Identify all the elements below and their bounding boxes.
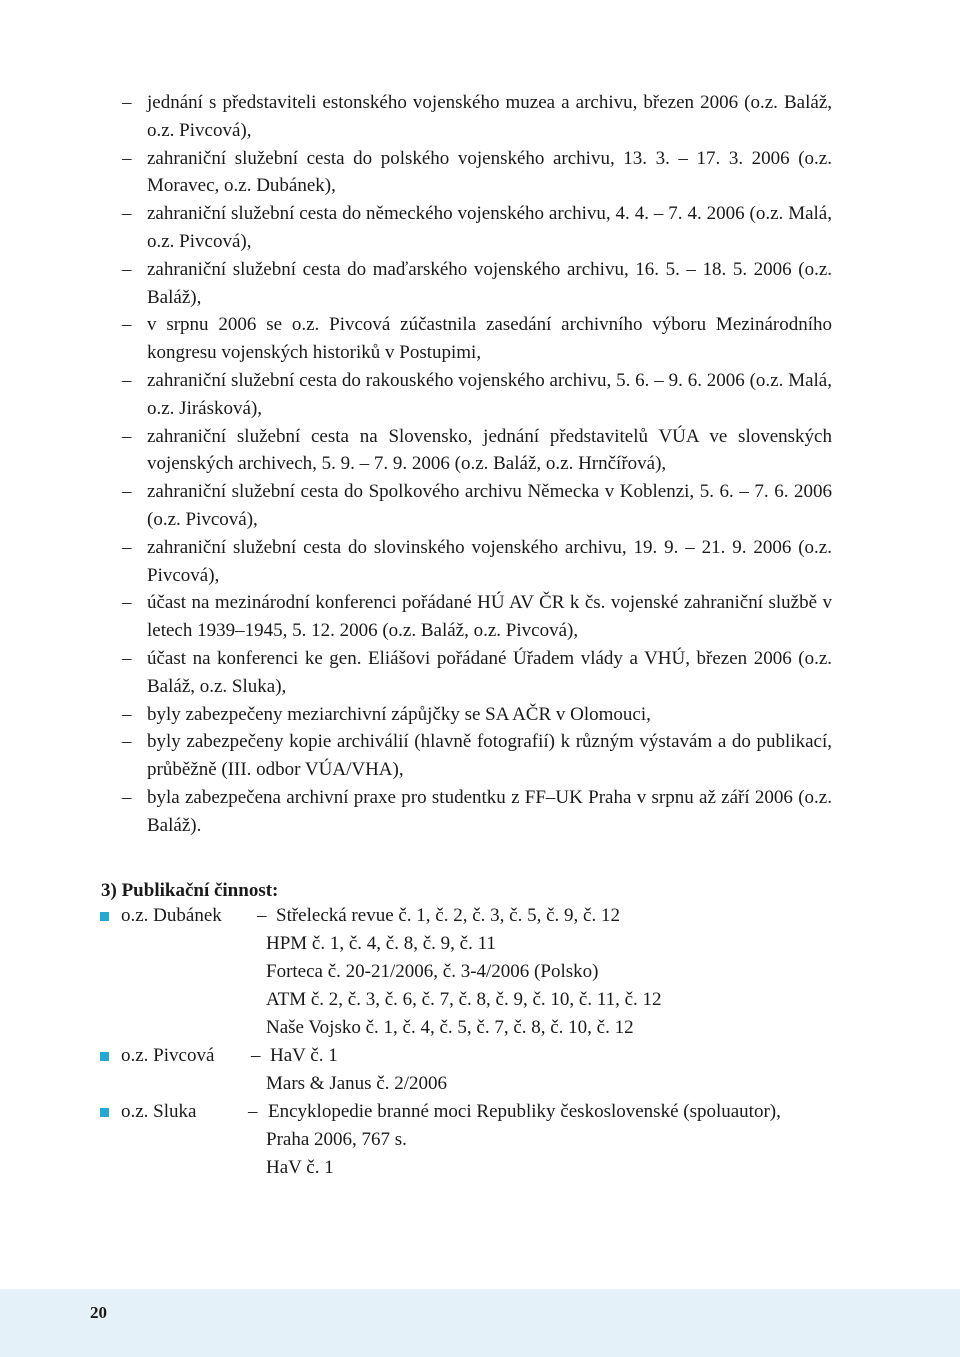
list-dash: – [122,592,132,614]
author-name: o.z. Sluka [121,1101,197,1122]
list-dash: – [122,314,132,336]
list-item [122,145,832,201]
publication-row [100,1014,840,1042]
publication-entry: HPM č. 1, č. 4, č. 8, č. 9, č. 11 [266,933,496,954]
publication-row [100,986,840,1014]
list-item [122,534,832,590]
list-item [122,645,832,701]
publication-row [100,930,840,958]
publication-row [100,902,840,930]
list-item-text: zahraniční služební cesta do slovinského vojenského archivu, 19. 9. – 21. 9. 2006 (o.z. Pivcová), [147,536,832,586]
list-item [122,423,832,479]
list-item-text: byly zabezpečeny meziarchivní zápůjčky se SA AČR v Olomouci, [147,703,651,725]
list-item-text: účast na konferenci ke gen. Eliášovi pořádané Úřadem vlády a VHÚ, březen 2006 (o.z. Baláž, o.z. Sluka), [147,647,832,697]
list-item-text: byla zabezpečena archivní praxe pro studentku z FF–UK Praha v srpnu až září 2006 (o.z. Baláž). [147,786,832,836]
publication-entry: Střelecká revue č. 1, č. 2, č. 3, č. 5, č. 9, č. 12 [276,905,620,926]
publication-row [100,958,840,986]
list-dash: – [122,647,132,669]
section-heading: 3) Publikační činnost: [101,880,279,901]
list-dash: – [122,258,132,280]
list-item-text: zahraniční služební cesta do německého vojenského archivu, 4. 4. – 7. 4. 2006 (o.z. Malá, o.z. Pivcová), [147,203,832,252]
list-item [122,311,832,367]
bullet-square-icon [100,912,109,921]
page-number: 20 [90,1303,107,1322]
list-dash: – [122,92,132,113]
list-item-text: jednání s představiteli estonského vojenského muzea a archivu, březen 2006 (o.z. Baláž, o.z. Pivcová), [147,92,832,141]
list-dash: – [122,481,132,503]
publication-row [100,1070,840,1098]
publication-row [100,1126,840,1154]
author-name: o.z. Pivcová [121,1045,215,1066]
list-dash: – [122,786,132,808]
list-dash: – [122,536,132,558]
publication-row [100,1098,840,1126]
list-dash: – [122,369,132,391]
list-item-text: zahraniční služební cesta na Slovensko, jednání představitelů VÚA ve slovenských vojenských archivech, 5. 9. – 7. 9. 2006 (o.z. Baláž, o.z. Hrnčířová), [147,425,832,475]
list-item-text: zahraniční služební cesta do maďarského vojenského archivu, 16. 5. – 18. 5. 2006 (o.z. Baláž), [147,258,832,308]
list-dash: – [122,147,132,169]
dash-separator: – [251,1045,261,1066]
list-item-text: zahraniční služební cesta do polského vojenského archivu, 13. 3. – 17. 3. 2006 (o.z. Moravec, o.z. Dubánek), [147,147,832,197]
list-item [122,256,832,312]
publication-entry: Forteca č. 20-21/2006, č. 3-4/2006 (Polsko) [266,961,599,982]
publication-row [100,1042,840,1070]
list-item [122,478,832,534]
list-item-text: v srpnu 2006 se o.z. Pivcová zúčastnila zasedání archivního výboru Mezinárodního kongresu vojenských historiků v Postupimi, [147,314,832,364]
list-item-text: účast na mezinárodní konferenci pořádané HÚ AV ČR k čs. vojenské zahraniční službě v letech 1939–1945, 5. 12. 2006 (o.z. Baláž, o.z. Pivcová), [147,592,832,642]
publication-entry: Naše Vojsko č. 1, č. 4, č. 5, č. 7, č. 8, č. 10, č. 12 [266,1017,634,1038]
author-name: o.z. Dubánek [121,905,222,926]
list-item [122,589,832,645]
publication-entry: HaV č. 1 [270,1045,338,1066]
activity-list [122,89,832,840]
dash-separator: – [248,1101,258,1122]
publication-entry: HaV č. 1 [266,1157,334,1178]
bullet-square-icon [100,1108,109,1117]
list-item-text: zahraniční služební cesta do rakouského vojenského archivu, 5. 6. – 9. 6. 2006 (o.z. Malá, o.z. Jirásková), [147,369,832,419]
publication-entry: ATM č. 2, č. 3, č. 6, č. 7, č. 8, č. 9, č. 10, č. 11, č. 12 [266,989,662,1010]
list-item-text: zahraniční služební cesta do Spolkového archivu Německa v Koblenzi, 5. 6. – 7. 6. 2006 (o.z. Pivcová), [147,481,832,530]
list-dash: – [122,731,132,753]
list-item [122,701,832,729]
list-item-text: byly zabezpečeny kopie archiválií (hlavně fotografií) k různým výstavám a do publikací, průběžně (III. odbor VÚA/VHA), [147,731,832,781]
list-item [122,784,832,840]
list-dash: – [122,203,132,225]
publications-list [100,902,840,1182]
bullet-square-icon [100,1052,109,1061]
publication-entry: Mars & Janus č. 2/2006 [266,1073,448,1094]
publication-entry: Praha 2006, 767 s. [266,1129,407,1150]
publication-row [100,1154,840,1182]
footer-band [0,1289,960,1357]
list-dash: – [122,703,132,725]
list-dash: – [122,425,132,447]
list-item [122,200,832,256]
dash-separator: – [257,905,267,926]
list-item [122,89,832,145]
publication-entry: Encyklopedie branné moci Republiky československé (spoluautor), [268,1101,781,1122]
list-item [122,728,832,784]
list-item [122,367,832,423]
